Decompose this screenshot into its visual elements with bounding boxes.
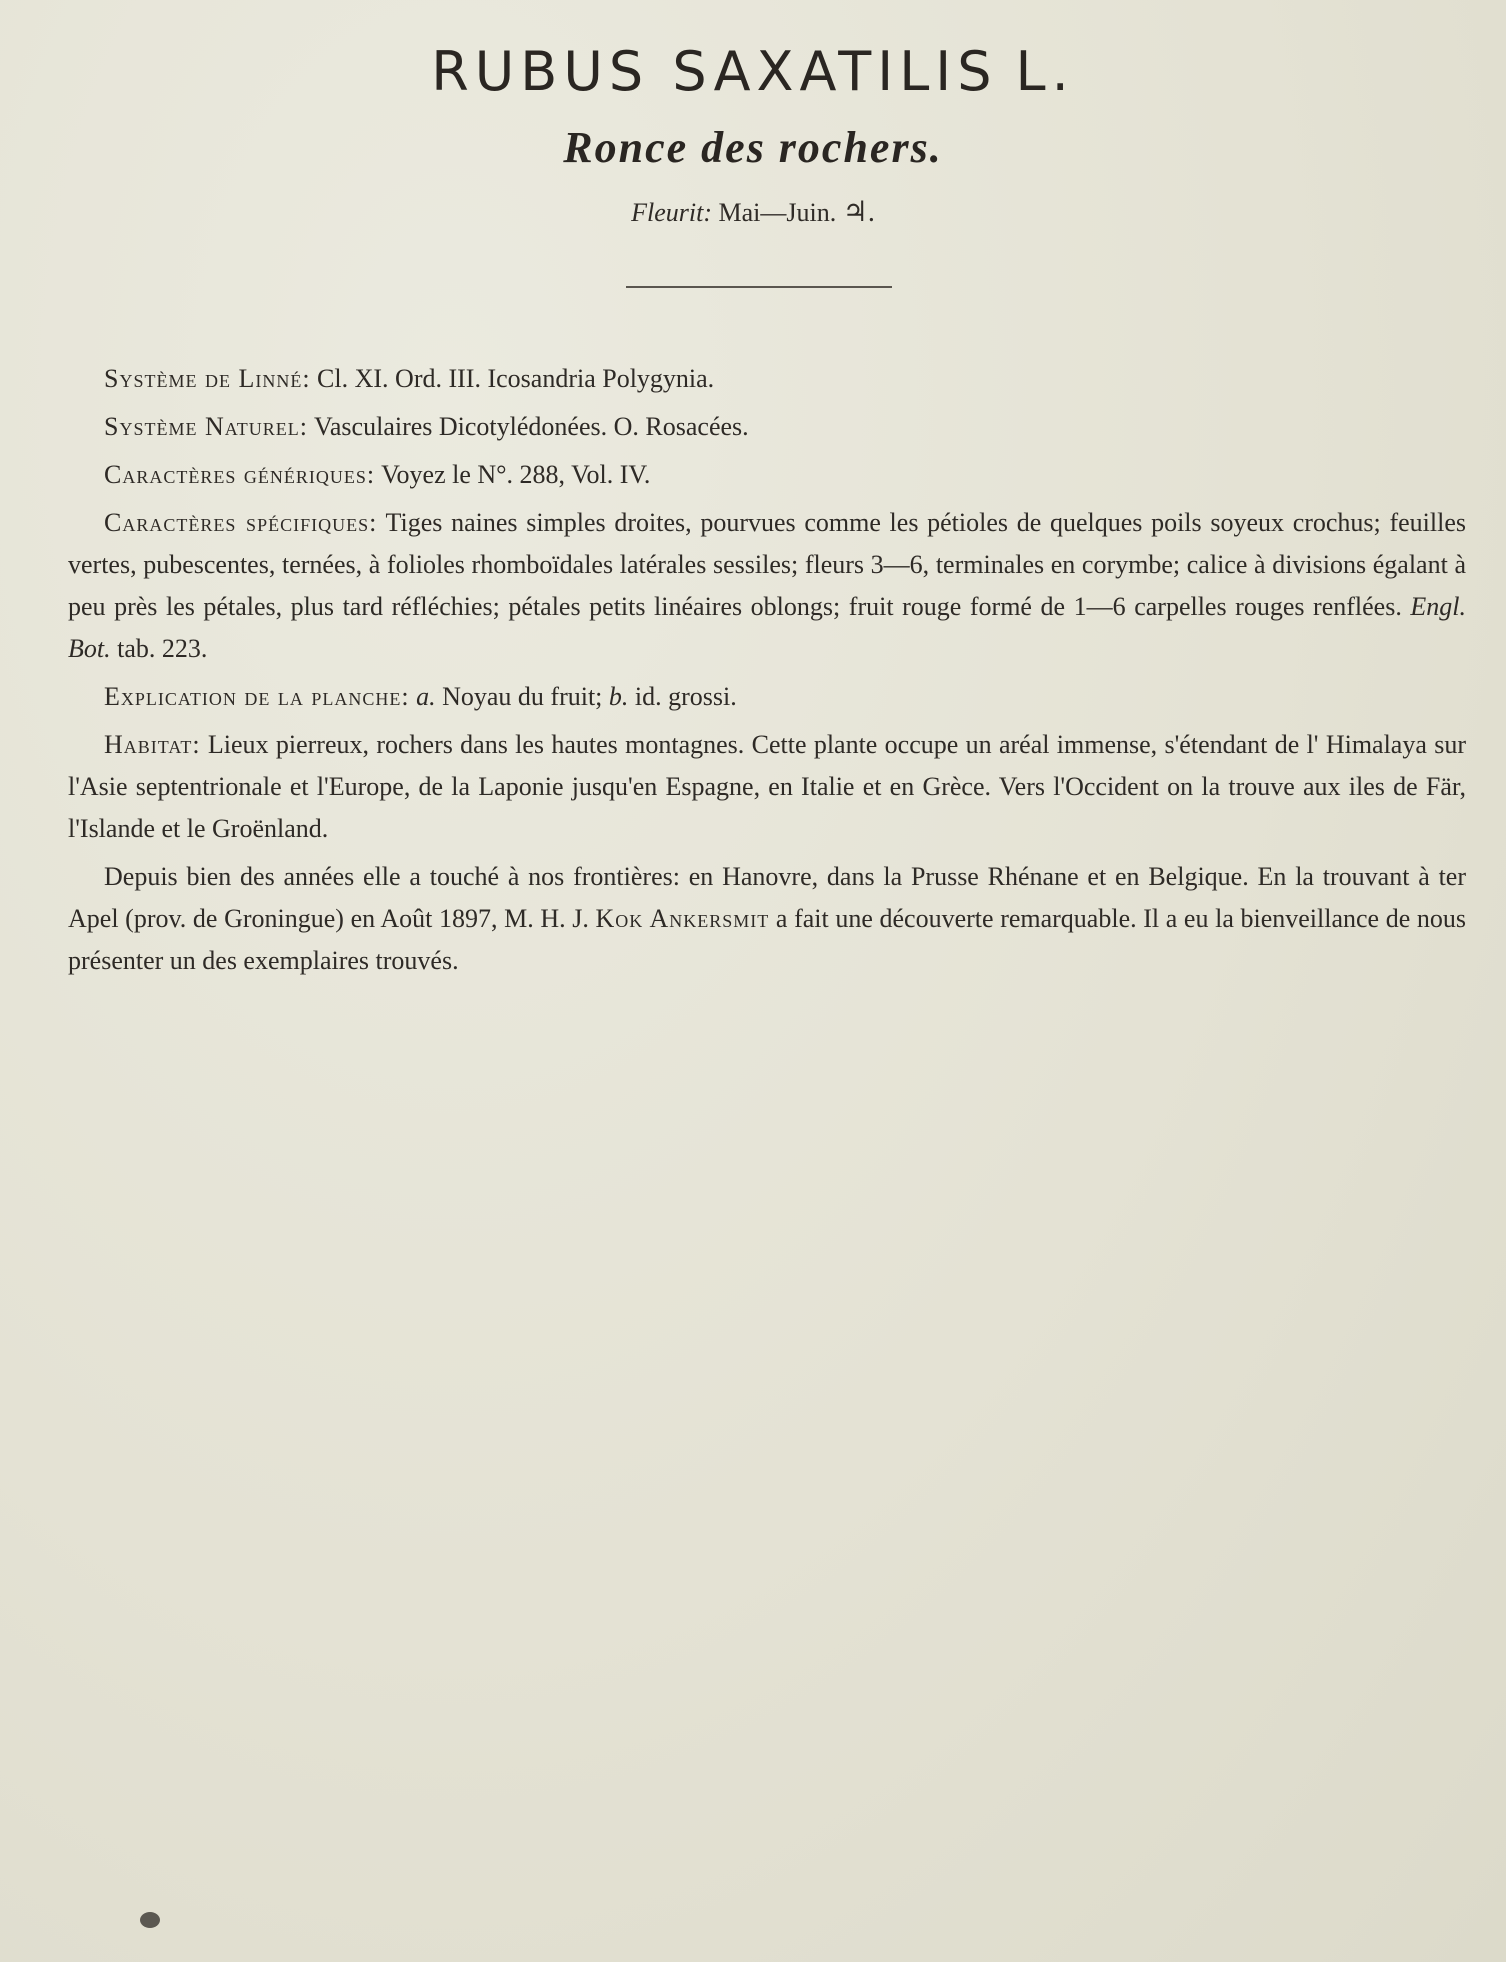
text-specifiques: Tiges naines simples droites, pourvues comme les pétioles de quelques poils soyeux crochus; feuilles vertes, pubescentes, ternées, à folioles rhomboïdales latérales sessiles; fleurs 3—6, terminales en corymbe; calice à divisions égalant à peu près les pétales, plus tard réfléchies; pétales petits linéaires oblongs; fruit rouge formé de 1—6 carpelles rouges renflées. <box>68 508 1466 621</box>
species-name: RUBUS SAXATILIS <box>431 40 998 103</box>
paragraph-generiques <box>68 454 1466 496</box>
plate-text-a: Noyau du fruit; <box>435 682 609 711</box>
paragraph-habitat <box>68 724 1466 850</box>
reference-engl-bot: Engl. Bot. <box>68 592 1466 663</box>
title-divider <box>626 286 892 288</box>
reference-tab: tab. 223. <box>110 634 208 663</box>
plate-text-b: id. grossi. <box>628 682 737 711</box>
flowering-label: Fleurit: <box>631 198 713 227</box>
text-linne: Cl. XI. Ord. III. Icosandria Polygynia. <box>310 364 715 393</box>
paragraph-depuis <box>68 856 1466 982</box>
paragraph-explication <box>68 676 1466 718</box>
text-depuis-end: a fait une découverte remarquable. Il a eu la bienveillance de nous présenter un des exemplaires trouvés. <box>68 904 1467 975</box>
label-generiques: Caractères génériques: <box>104 460 376 489</box>
label-explication: Explication de la planche: <box>104 682 410 711</box>
author-abbreviation: L. <box>1015 40 1075 103</box>
label-habitat: Habitat: <box>104 730 201 759</box>
label-linne: Système de Linné: <box>104 364 311 393</box>
text-habitat: Lieux pierreux, rochers dans les hautes montagnes. Cette plante occupe un aréal immense, s'étendant de l' Himalaya sur l'Asie septentrionale et l'Europe, de la Laponie jusqu'en Espagne, en Italie et en Grèce. Vers l'Occident on la trouve aux iles de Fär, l'Islande et le Groënland. <box>68 730 1466 843</box>
description-body <box>68 358 1466 988</box>
plate-letter-b: b. <box>608 682 629 711</box>
flowering-line <box>0 195 1506 229</box>
discoverer-name: Kok Ankersmit <box>595 904 770 933</box>
text-depuis-start: Depuis bien des années elle a touché à nos frontières: en Hanovre, dans la Prusse Rhénane et en Belgique. En la trouvant à ter Apel (prov. de Groningue) en Août 1897, M. H. J. <box>68 862 1466 933</box>
perennial-symbol: ♃. <box>842 197 875 228</box>
species-title <box>0 40 1506 103</box>
text-generiques: Voyez le N°. 288, Vol. IV. <box>375 460 651 489</box>
paragraph-specifiques <box>68 502 1466 670</box>
label-specifiques: Caractères spécifiques: <box>104 508 378 537</box>
ink-spot <box>140 1912 160 1928</box>
paragraph-linne <box>68 358 1466 400</box>
label-naturel: Système Naturel: <box>104 412 308 441</box>
flowering-months: Mai—Juin. <box>718 198 837 227</box>
common-name: Ronce des rochers. <box>563 123 943 172</box>
text-naturel: Vasculaires Dicotylédonées. O. Rosacées. <box>307 412 749 441</box>
paragraph-naturel <box>68 406 1466 448</box>
plate-letter-a: a. <box>416 682 436 711</box>
